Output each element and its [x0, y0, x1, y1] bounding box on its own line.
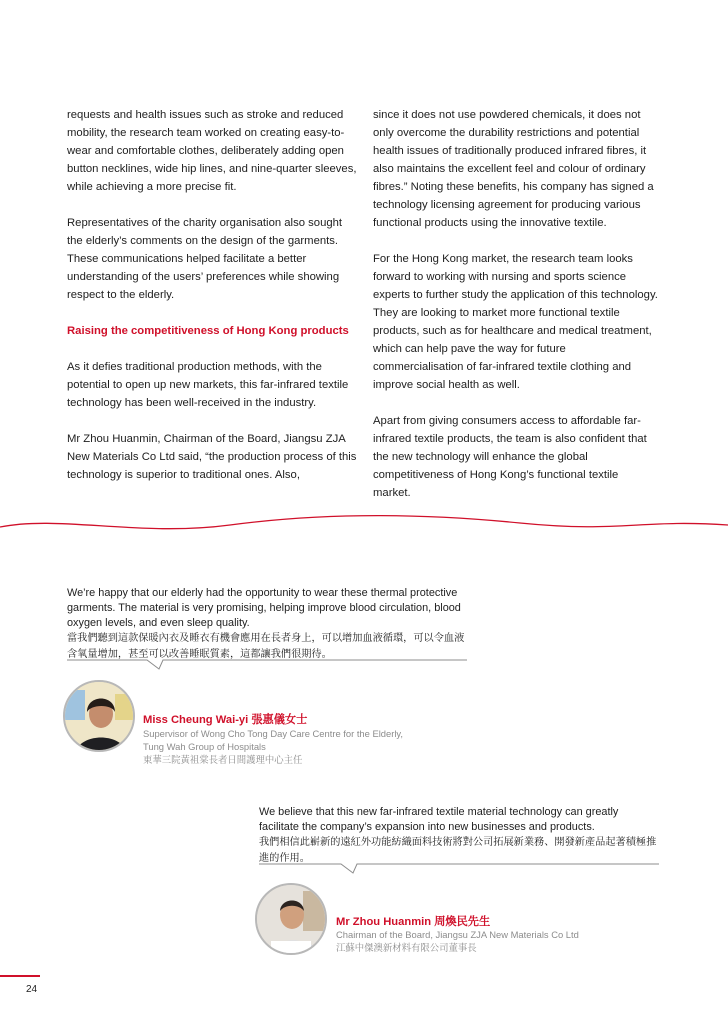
- quote-block: [67, 586, 467, 663]
- quote-text-english: We’re happy that our elderly had the opportunity to wear these thermal protective garments. The material is very promising, helping improve blood circulation, blood oxygen levels, and even sleep quality.: [67, 587, 461, 629]
- paragraph: requests and health issues such as stroke and reduced mobility, the research team worked on creating easy-to-wear and comfortable clothes, deliberately adding open button necklines, wide hip lines, and nine-quarter sleeves, while achieving a more precise fit.: [67, 109, 357, 193]
- quote-block: [259, 805, 659, 867]
- paragraph: As it defies traditional production methods, with the potential to open up new markets, this far-infrared textile technology has been well-received in the industry.: [67, 361, 349, 409]
- quote-text-chinese: 當我們聽到這款保暖內衣及睡衣有機會應用在長者身上，可以增加血液循環，可以令血液含氧量增加，甚至可以改善睡眠質素，這都讓我們很期待。: [67, 633, 465, 660]
- quote-text-english: We believe that this new far-infrared textile material technology can greatly facilitate the company’s expansion into new businesses and products.: [259, 806, 619, 833]
- paragraph: Apart from giving consumers access to affordable far-infrared textile products, the team is also confident that the new technology will enhance the global competitiveness of Hong Kong’s functional textile market.: [373, 415, 647, 499]
- speech-pointer-rule: [67, 657, 467, 671]
- paragraph: since it does not use powdered chemicals, it does not only overcome the durability restrictions and potential health issues of traditionally produced infrared fibres, it also maintains the excellent feel and colour of ordinary fibres.” Noting these benefits, his company has signed a technology licensing agreement for producing various functional products using the innovative textile.: [373, 109, 654, 229]
- page-number-accent: [0, 975, 40, 977]
- section-heading: Raising the competitiveness of Hong Kong products: [67, 325, 349, 337]
- speech-pointer-rule: [259, 861, 659, 875]
- article-left-column: [67, 106, 357, 502]
- speaker-role: Chairman of the Board, Jiangsu ZJA New Materials Co Ltd 江蘇中傑澳新材料有限公司董事長: [336, 929, 579, 953]
- speaker-name: Miss Cheung Wai-yi 張惠儀女士: [143, 714, 308, 726]
- paragraph: Mr Zhou Huanmin, Chairman of the Board, Jiangsu ZJA New Materials Co Ltd said, “the production process of this technology is superior to traditional ones. Also,: [67, 433, 357, 481]
- avatar: [63, 680, 135, 752]
- quote-text-chinese: 我們相信此嶄新的遠紅外功能紡織面料技術將對公司拓展新業務、開發新產品起著積極推進的作用。: [259, 837, 657, 864]
- paragraph: Representatives of the charity organisation also sought the elderly’s comments on the design of the garments. These communications helped facilitate a better understanding of the users’ preferences while showing respect to the elderly.: [67, 217, 343, 301]
- article-right-column: [373, 106, 659, 520]
- page-number: 24: [26, 984, 38, 995]
- paragraph: For the Hong Kong market, the research team looks forward to working with nursing and sports science experts to further study the application of this technology. They are looking to market more functional textile products, such as for healthcare and medical treatment, which can help pave the way for future commercialisation of far-infrared textile clothing and improve social health as well.: [373, 253, 658, 391]
- speaker-name: Mr Zhou Huanmin 周煥民先生: [336, 916, 491, 928]
- avatar: [255, 883, 327, 955]
- wave-divider: [0, 505, 728, 545]
- speaker-role: Supervisor of Wong Cho Tong Day Care Centre for the Elderly, Tung Wah Group of Hospitals 東華三院黃祖棠長者日間護理中心主任: [143, 728, 404, 765]
